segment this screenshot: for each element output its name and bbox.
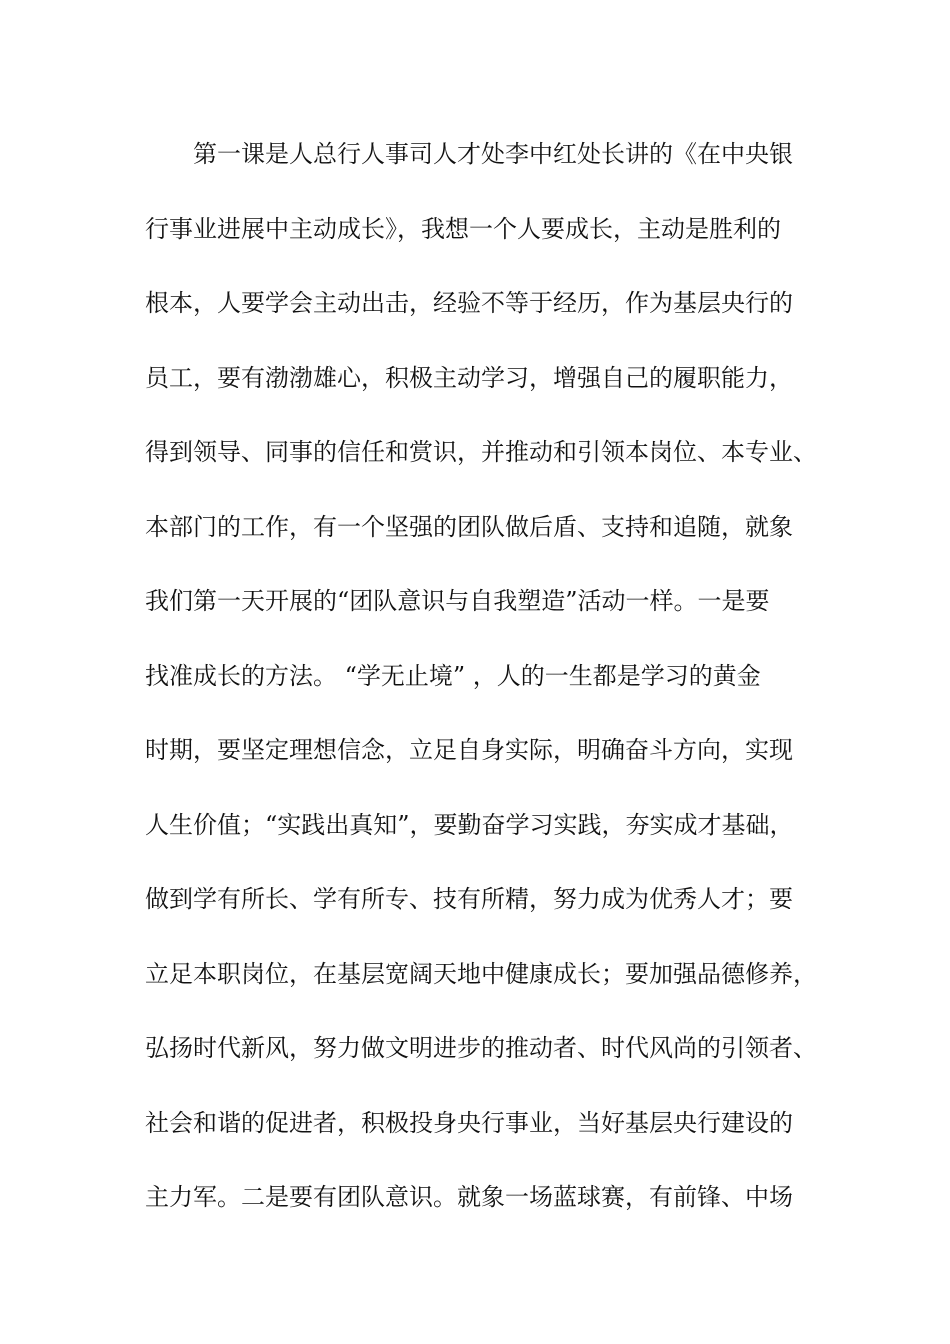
text-line-11: 做到学有所长、学有所专、技有所精，努力成为优秀人才；要	[145, 885, 793, 913]
text-line-6: 本部门的工作，有一个坚强的团队做后盾、支持和追随，就象	[145, 512, 793, 541]
text-line-1: 第一课是人总行人事司人才处李中红处长讲的《在中央银	[193, 140, 793, 168]
text-line-7: 我们第一天开展的“团队意识与自我塑造”活动一样。一是要	[145, 587, 770, 615]
text-line-13: 弘扬时代新风，努力做文明进步的推动者、时代风尚的引领者、	[145, 1034, 817, 1062]
text-line-10: 人生价值；“实践出真知”，要勤奋学习实践，夯实成才基础，	[145, 810, 794, 839]
text-line-14: 社会和谐的促进者，积极投身央行事业，当好基层央行建设的	[145, 1108, 793, 1137]
text-line-8: 找准成长的方法。 “学无止境” ，人的一生都是学习的黄金	[145, 661, 761, 690]
text-line-3: 根本，人要学会主动出击，经验不等于经历，作为基层央行的	[145, 289, 793, 317]
text-line-15: 主力军。二是要有团队意识。就象一场蓝球赛，有前锋、中场	[145, 1183, 793, 1211]
text-line-9: 时期，要坚定理想信念，立足自身实际，明确奋斗方向，实现	[145, 736, 793, 764]
text-line-5: 得到领导、同事的信任和赏识，并推动和引领本岗位、本专业、	[145, 438, 817, 466]
body-paragraph	[145, 132, 825, 1250]
text-line-4: 员工，要有渤渤雄心，积极主动学习，增强自己的履职能力，	[145, 363, 793, 392]
text-line-2: 行事业进展中主动成长》，我想一个人要成长，主动是胜利的	[145, 214, 781, 243]
text-line-12: 立足本职岗位，在基层宽阔天地中健康成长；要加强品德修养，	[145, 959, 817, 988]
